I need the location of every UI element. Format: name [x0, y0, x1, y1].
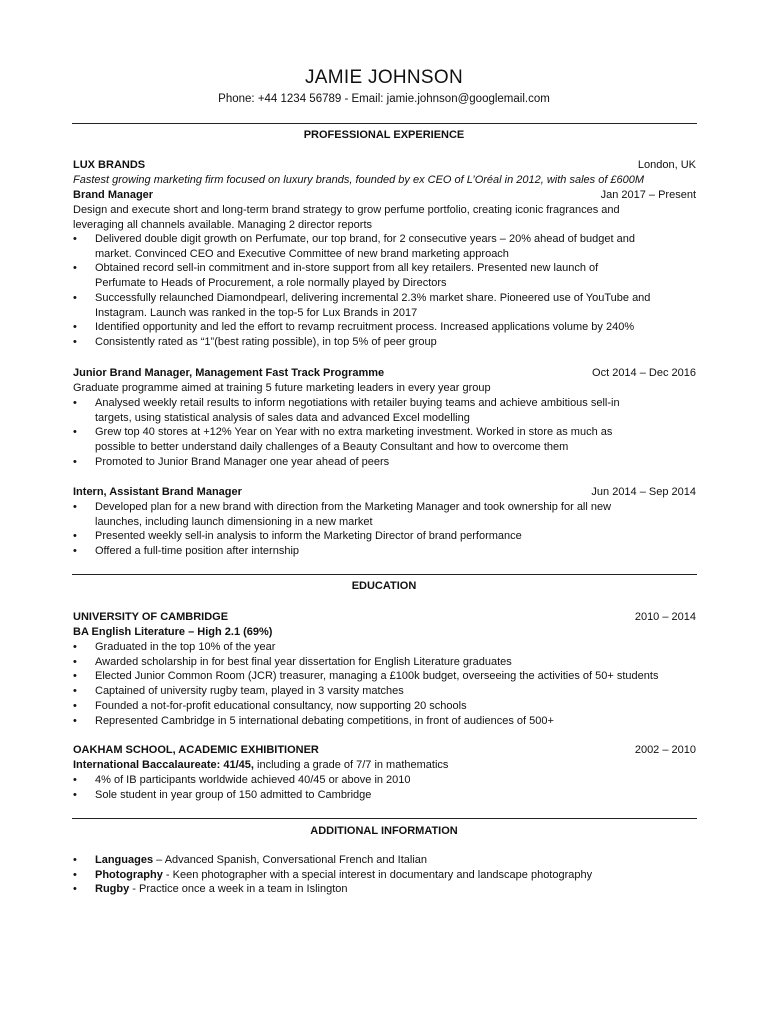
list-item [73, 669, 673, 684]
list-item-text: targets, using statistical analysis of sales data and advanced Excel modelling [95, 411, 470, 424]
school-dates: 2010 – 2014 [634, 611, 696, 623]
list-item-text: Founded a not-for-profit educational consultancy, now supporting 20 schools [95, 699, 467, 712]
list-item-text: Presented weekly sell-in analysis to inform the Marketing Director of brand performance [95, 530, 522, 543]
section-title-experience: PROFESSIONAL EXPERIENCE [303, 129, 465, 141]
item-label: Rugby [95, 883, 130, 896]
bullet-list-cambridge [73, 640, 673, 728]
list-item-text: Promoted to Junior Brand Manager one year ahead of peers [95, 455, 390, 468]
bullet-icon: • [73, 883, 77, 896]
list-item-text: Developed plan for a new brand with direction from the Marketing Manager and took ownership for all new [95, 501, 612, 513]
bullet-icon: • [73, 233, 77, 245]
list-item [73, 291, 673, 320]
role-dates: Jan 2017 – Present [600, 189, 696, 201]
list-item-text: launches, including launch dimensioning in a new market [95, 515, 373, 528]
bullet-icon: • [73, 426, 77, 439]
bullet-list-role2 [73, 396, 673, 470]
list-item-text: possible to better understand daily challenges of a Beauty Consultant and how to overcome them [95, 441, 569, 454]
list-item [73, 544, 673, 559]
section-title-education: EDUCATION [351, 580, 417, 592]
role-title: Brand Manager [73, 189, 154, 201]
bullet-icon: • [73, 545, 77, 558]
list-item-text: Offered a full-time position after internship [95, 545, 300, 558]
list-item [73, 261, 673, 290]
bullet-icon: • [73, 655, 77, 668]
school-name: UNIVERSITY OF CAMBRIDGE [73, 611, 229, 623]
list-item [73, 773, 673, 788]
item-label: Photography [95, 868, 163, 881]
list-item-text: Instagram. Launch was ranked in the top-5 for Lux Brands in 2017 [95, 306, 418, 319]
degree-name: International Baccalaureate: 41/45, [73, 759, 254, 771]
school-row-oakham [73, 743, 696, 758]
list-item-text: Perfumate to Heads of Procurement, a role normally played by Directors [95, 277, 447, 290]
item-text: - Practice once a week in a team in Islington [129, 883, 348, 896]
degree-detail: including a grade of 7/7 in mathematics [253, 759, 449, 771]
bullet-icon: • [73, 670, 77, 683]
item-text: - Keen photographer with a special interest in documentary and landscape photography [162, 868, 593, 881]
list-item [73, 655, 673, 670]
list-item-text: Identified opportunity and led the effort to revamp recruitment process. Increased applications volume by 240% [95, 321, 635, 334]
bullet-icon: • [73, 321, 77, 334]
bullet-icon: • [73, 641, 77, 653]
bullet-icon: • [73, 530, 77, 543]
role-title: Junior Brand Manager, Management Fast Track Programme [73, 367, 385, 379]
role-dates: Jun 2014 – Sep 2014 [591, 486, 696, 498]
bullet-icon: • [73, 788, 77, 801]
company-description: Fastest growing marketing firm focused on luxury brands, founded by ex CEO of L’Oréal in 2012, with sales of £600M [73, 174, 645, 186]
role-description-line: leveraging all channels available. Managing 2 director reports [73, 218, 373, 231]
list-item-text: Awarded scholarship in for best final year dissertation for English Literature graduates [95, 655, 512, 668]
section-title-additional: ADDITIONAL INFORMATION [310, 825, 458, 837]
bullet-icon: • [73, 685, 77, 698]
degree: BA English Literature – High 2.1 (69%) [73, 626, 273, 638]
list-item-text: Grew top 40 stores at +12% Year on Year with no extra marketing investment. Worked in store as much as [95, 426, 613, 439]
list-item-text: Sole student in year group of 150 admitted to Cambridge [95, 788, 372, 801]
school-dates: 2002 – 2010 [634, 744, 696, 756]
list-item [73, 882, 673, 897]
list-item [73, 455, 673, 470]
bullet-icon: • [73, 501, 77, 513]
bullet-list-additional [73, 853, 673, 897]
role-row-junior-brand-manager [73, 366, 696, 381]
bullet-icon: • [73, 262, 77, 275]
list-item-text: Represented Cambridge in 5 international debating competitions, in front of audiences of 500+ [95, 714, 554, 727]
list-item [73, 868, 673, 883]
list-item [73, 640, 673, 655]
list-item [73, 714, 673, 729]
list-item-text: Consistently rated as “1”(best rating possible), in top 5% of peer group [95, 335, 437, 348]
section-divider [72, 818, 697, 819]
bullet-icon: • [73, 774, 77, 786]
bullet-list-oakham [73, 773, 673, 802]
list-item [73, 684, 673, 699]
list-item [73, 788, 673, 803]
role-row-brand-manager [73, 188, 696, 203]
list-item-text: Obtained record sell-in commitment and in-store support from all key retailers. Presented new launch of [95, 262, 599, 275]
company-location: London, UK [637, 159, 696, 171]
degree [73, 758, 696, 773]
list-item [73, 232, 673, 261]
list-item-text: Elected Junior Common Room (JCR) treasurer, managing a £100k budget, overseeing the activities of 50+ students [95, 670, 659, 683]
bullet-icon: • [73, 291, 77, 304]
list-item-text: market. Convinced CEO and Executive Committee of new brand marketing approach [95, 247, 509, 260]
role-description: Graduate programme aimed at training 5 future marketing leaders in every year group [73, 382, 491, 394]
list-item [73, 335, 673, 350]
role-title: Intern, Assistant Brand Manager [73, 486, 242, 498]
section-divider [72, 574, 697, 575]
list-item [73, 699, 673, 714]
list-item-text: Delivered double digit growth on Perfumate, our top brand, for 2 consecutive years – 20% ahead of budget and [95, 233, 635, 245]
list-item [73, 500, 673, 529]
school-row-cambridge [73, 610, 696, 625]
item-text: – Advanced Spanish, Conversational French and Italian [153, 854, 428, 866]
contact-line: Phone: +44 1234 56789 - Email: jamie.johnson@googlemail.com [218, 93, 550, 105]
list-item-text: Analysed weekly retail results to inform negotiations with retailer buying teams and achieve ambitious sell-in [95, 397, 620, 409]
section-divider [72, 123, 697, 124]
role-description-line: Design and execute short and long-term brand strategy to grow perfume portfolio, creating iconic fragrances and [73, 204, 620, 216]
school-name: OAKHAM SCHOOL, ACADEMIC EXHIBITIONER [73, 744, 319, 756]
list-item [73, 396, 673, 425]
role-description [73, 203, 696, 232]
list-item-text: 4% of IB participants worldwide achieved 40/45 or above in 2010 [95, 774, 411, 786]
bullet-icon: • [73, 455, 77, 468]
list-item [73, 320, 673, 335]
role-dates: Oct 2014 – Dec 2016 [592, 367, 696, 379]
bullet-icon: • [73, 714, 77, 727]
list-item-text: Graduated in the top 10% of the year [95, 641, 276, 653]
item-label: Languages [95, 854, 154, 866]
list-item [73, 853, 673, 868]
bullet-list-role1 [73, 232, 673, 350]
bullet-icon: • [73, 854, 77, 866]
list-item-text: Captained of university rugby team, played in 3 varsity matches [95, 685, 404, 698]
list-item-text: Successfully relaunched Diamondpearl, delivering incremental 2.3% market share. Pioneered use of YouTube and [95, 291, 651, 304]
list-item [73, 529, 673, 544]
role-row-intern [73, 485, 696, 500]
bullet-icon: • [73, 397, 77, 409]
bullet-list-role3 [73, 500, 673, 559]
list-item [73, 425, 673, 454]
bullet-icon: • [73, 868, 77, 881]
bullet-icon: • [73, 699, 77, 712]
company-name: LUX BRANDS [73, 159, 146, 171]
candidate-name: JAMIE JOHNSON [304, 67, 464, 88]
company-row [73, 158, 696, 173]
bullet-icon: • [73, 335, 77, 348]
